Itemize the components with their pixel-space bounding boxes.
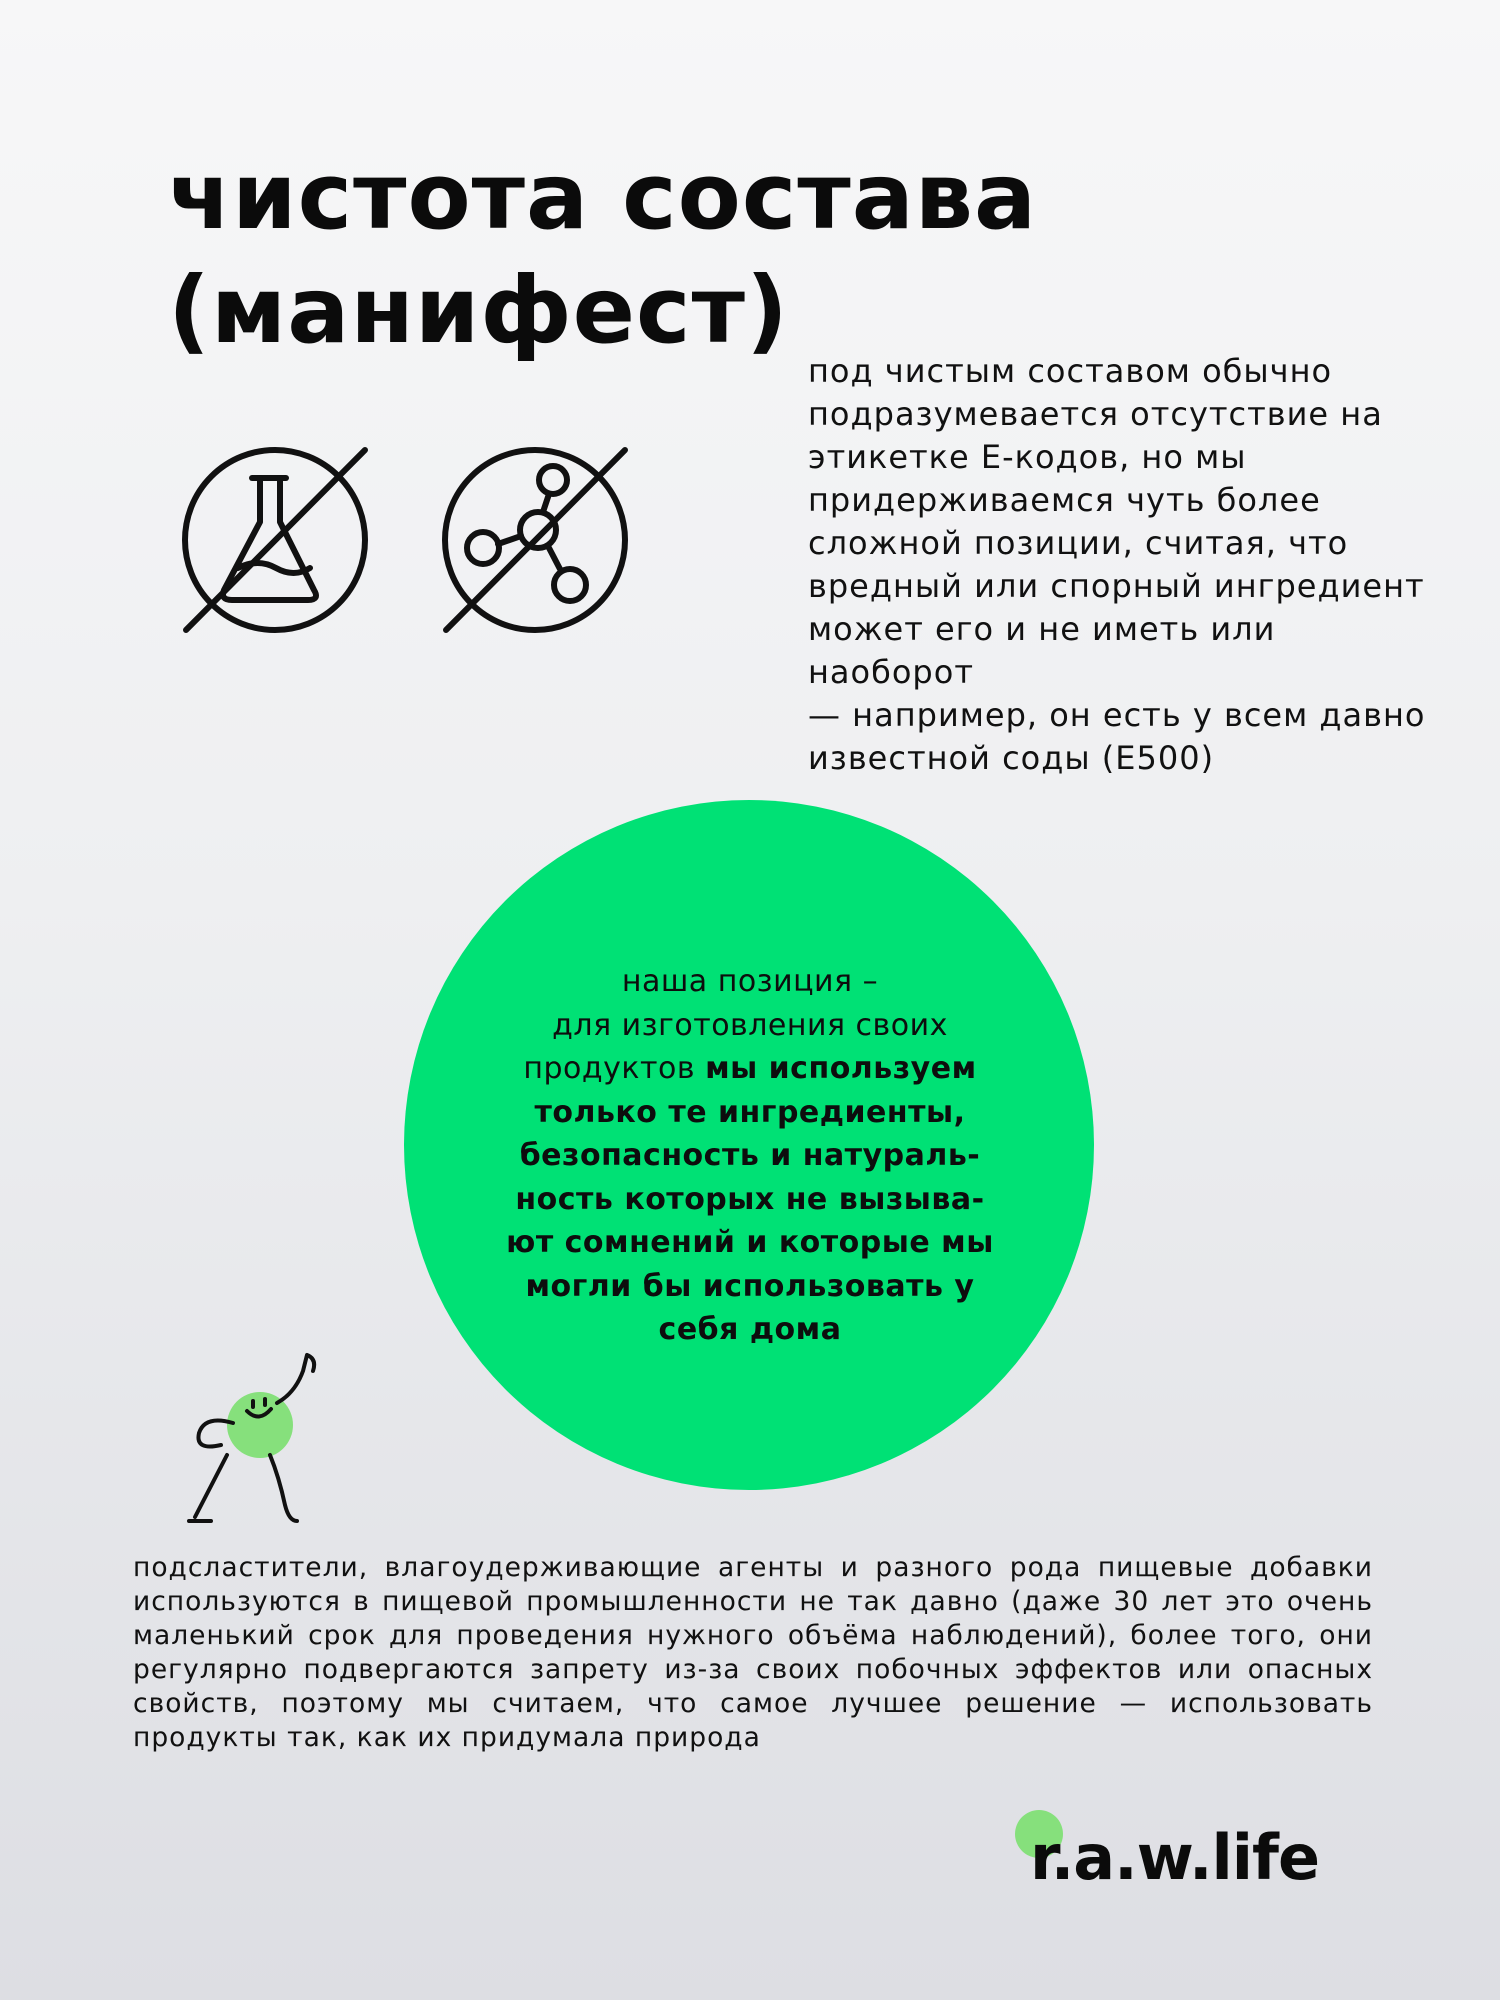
page-title-line-1: чистота состава — [168, 143, 1038, 250]
molecule-shape — [467, 466, 586, 601]
intro-line: подразумевается отсутствие на — [808, 395, 1383, 433]
mascot-right-arm — [277, 1355, 314, 1403]
page-title-line-2: (манифест) — [168, 257, 789, 364]
position-line: наша позиция – — [621, 964, 879, 999]
position-line: ность которых не вызыва- — [515, 1181, 985, 1217]
intro-line: известной соды (E500) — [808, 739, 1215, 777]
intro-line: под чистым составом обычно — [808, 352, 1333, 390]
position-line: только те ингредиенты, — [534, 1094, 966, 1130]
position-line: для изготовления своих — [552, 1007, 948, 1043]
position-line: ют сомнений и которые мы — [506, 1225, 994, 1260]
logo-text: r.a.w.life — [1030, 1821, 1320, 1894]
bottom-paragraph: подсластители, влагоудерживающие агенты и разного рода пищевые добавки используются в пищевой промышленности не так давно (даже 30 лет это очень маленький срок для проведения нужного объёма наблюдений), более того, они регулярно подвергаются запрету из-за своих побочных эффектов или опасных свойств, поэтому мы считаем, что самое лучшее решение — использовать продукты так, как их придумала природа — [133, 1552, 1373, 1753]
position-line-regular: продуктов — [523, 1051, 706, 1086]
intro-paragraph — [808, 350, 1448, 780]
brand-logo — [1012, 1810, 1342, 1910]
position-line — [470, 1047, 1030, 1091]
mascot-left-leg — [189, 1455, 227, 1521]
intro-line: этикетке E-кодов, но мы — [808, 438, 1247, 476]
mascot-body — [227, 1392, 293, 1458]
position-line: могли бы использовать у — [525, 1268, 975, 1304]
no-molecule-icon — [440, 440, 640, 640]
intro-line: придерживаемся чуть более — [808, 481, 1321, 519]
intro-line: сложной позиции, считая, что — [808, 524, 1349, 562]
position-line-bold: мы используем — [705, 1051, 977, 1086]
intro-line: вредный или спорный ингредиент — [808, 567, 1425, 605]
position-line: безопасность и натураль- — [519, 1138, 981, 1173]
intro-line: — например, он есть у всем давно — [808, 696, 1426, 734]
no-chemistry-flask-icon — [180, 440, 380, 640]
position-statement — [470, 960, 1030, 1352]
intro-line: может его и не иметь или наоборот — [808, 610, 1276, 691]
mascot-illustration — [185, 1345, 355, 1530]
position-line: себя дома — [658, 1312, 842, 1347]
page-title — [168, 140, 1037, 368]
mascot-right-leg — [270, 1455, 297, 1521]
